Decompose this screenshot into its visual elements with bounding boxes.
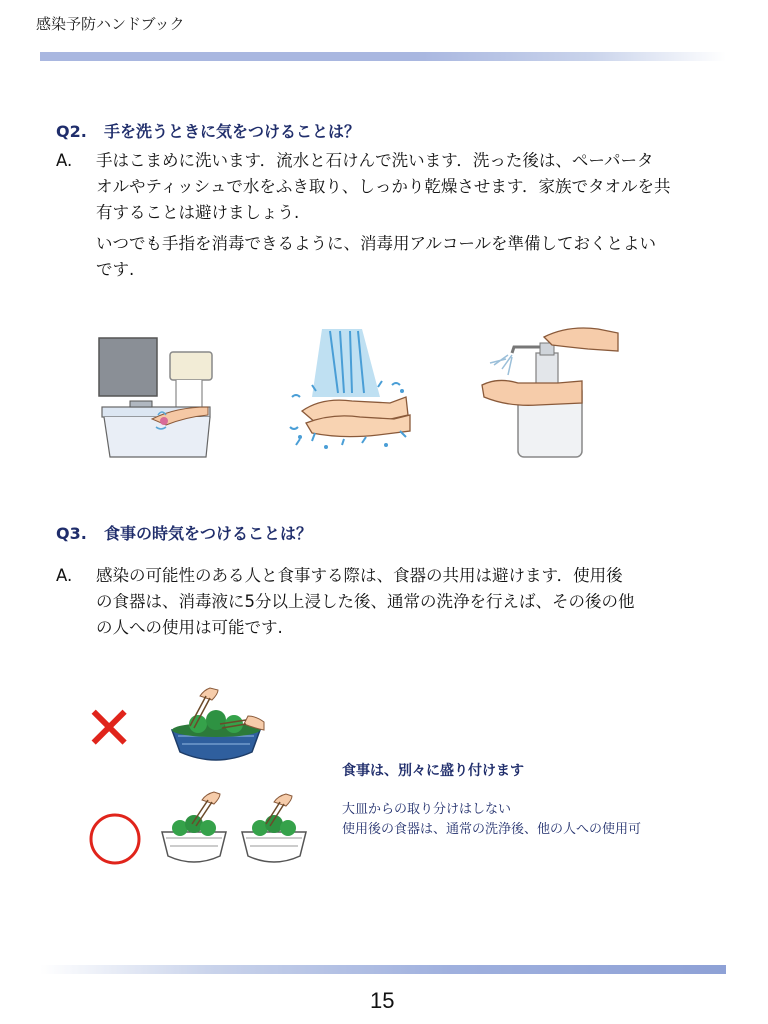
wrong-mark-icon: ✕ [84, 694, 135, 764]
question-number: Q3. [56, 524, 87, 543]
header-title: 感染予防ハンドブック [36, 15, 185, 33]
answer-q3 [56, 563, 726, 641]
answer-line: オルやティッシュで水をふき取り、しっかり乾燥させます．家族でタオルを共 [96, 177, 671, 196]
sink-towel-illustration [96, 335, 216, 459]
question-text: 食事の時気をつけることは？ [104, 524, 313, 543]
right-mark-icon [86, 810, 144, 868]
footer-rule [40, 965, 726, 974]
page-number: 15 [370, 988, 395, 1013]
caption-line: 使用後の食器は、通常の洗浄後、他の人への使用可 [342, 822, 642, 837]
answer-line: です. [96, 260, 135, 279]
answer-number: A. [56, 151, 73, 170]
question-text: 手を洗うときに気をつけることは？ [104, 122, 361, 141]
answer-line: いつでも手指を消毒できるように、消毒用アルコールを準備しておくとよい [96, 234, 657, 253]
answer-line: 手はこまめに洗います．流水と石けんで洗います．洗った後は、ペーパータ [96, 151, 654, 170]
caption-line: 大皿からの取り分けはしない [342, 802, 512, 817]
shared-bowl-illustration [164, 686, 268, 768]
caption-title: 食事は、別々に盛り付けます [342, 763, 524, 779]
answer-q2 [56, 148, 726, 226]
washing-hands-illustration [282, 327, 416, 453]
question-q3 [56, 521, 312, 544]
answer-line: 有することは避けましょう. [96, 203, 300, 222]
answer-line: の食器は、消毒液に5分以上浸した後、通常の洗浄を行えば、その後の他 [96, 592, 635, 611]
alcohol-dispenser-illustration [478, 323, 622, 459]
answer-number: A. [56, 566, 73, 585]
question-q2 [56, 119, 360, 142]
individual-bowls-illustration [156, 790, 312, 870]
answer-line: の人への使用は可能です. [96, 618, 283, 637]
answer-q2-paragraph-2 [96, 231, 726, 283]
answer-line: 感染の可能性のある人と食事する際は、食器の共用は避けます．使用後 [96, 566, 623, 585]
question-number: Q2. [56, 122, 87, 141]
header-rule [40, 52, 726, 61]
